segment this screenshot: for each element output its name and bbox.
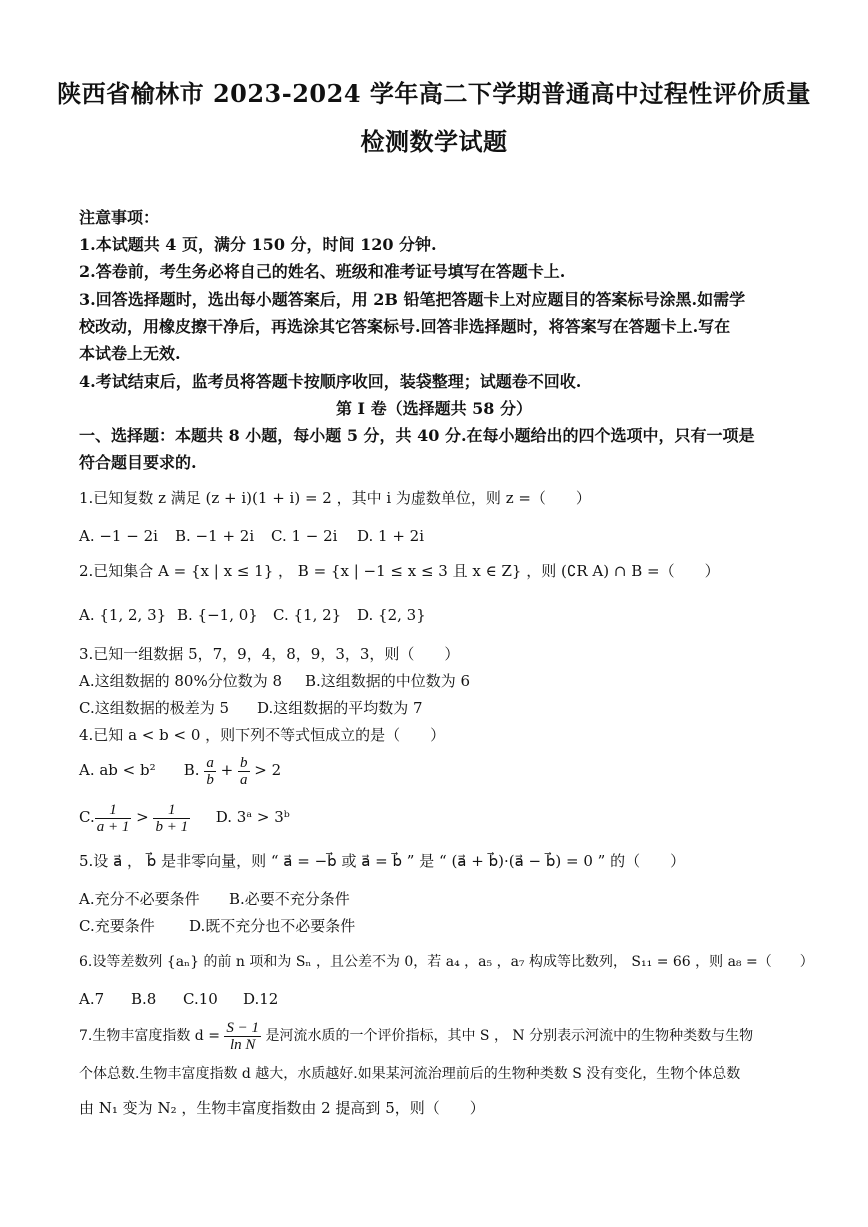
question-3-options-row2 [79, 698, 423, 718]
option-b-suffix: > 2 [254, 761, 282, 779]
option-b: B.必要不充分条件 [229, 890, 350, 908]
denominator: ln N [230, 1036, 256, 1053]
option-c-prefix: C. [79, 808, 95, 826]
question-2-stem: 2.已知集合 A = {x | x ≤ 1} ， B = {x | −1 ≤ x ≤ 3 且 x ∈ Z} ，则 (∁R A) ∩ B =（ ） [79, 562, 720, 580]
option-b: B. {−1, 0} [177, 606, 258, 624]
plus-sign: + [220, 761, 234, 779]
denominator: b [206, 771, 214, 788]
option-b: B.这组数据的中位数为 6 [305, 672, 471, 690]
question-4-options-row1 [79, 752, 281, 788]
notice-heading: 注意事项： [79, 208, 160, 227]
question-4-stem: 4.已知 a < b < 0 ，则下列不等式恒成立的是（ ） [79, 726, 446, 744]
question-7-line3: 由 N₁ 变为 N₂ ，生物丰富度指数由 2 提高到 5，则（ ） [79, 1099, 485, 1117]
option-b-prefix: B. [183, 761, 200, 779]
question-7-line2: 个体总数.生物丰富度指数 d 越大，水质越好.如果某河流治理前后的生物种类数 S 没有变化，生物个体总数 [79, 1066, 741, 1082]
notice-item-2: 2.答卷前，考生务必将自己的姓名、班级和准考证号填写在答题卡上. [79, 262, 566, 281]
option-d: D. 1 + 2i [357, 527, 425, 545]
notice-item-3-cont: 校改动，用橡皮擦干净后，再选涂其它答案标号.回答非选择题时，将答案写在答题卡上.写在 [79, 317, 731, 336]
option-a: A. ab < b² [79, 761, 156, 779]
question-3-stem: 3.已知一组数据 5，7，9，4，8，9，3，3，则（ ） [79, 645, 460, 663]
question-7-prefix: 7.生物丰富度指数 d = [79, 1028, 220, 1044]
question-7-suffix: 是河流水质的一个评价指标，其中 S ， N 分别表示河流中的生物种类数与生物 [265, 1028, 754, 1044]
fraction-1-over-a-plus-1 [95, 802, 132, 835]
question-5-options-row2 [79, 916, 355, 936]
denominator: a [240, 771, 248, 788]
question-1-options [79, 526, 424, 546]
notice-item-3: 3.回答选择题时，选出每小题答案后，用 2B 铅笔把答题卡上对应题目的答案标号涂黑.如需学 [79, 290, 746, 309]
fraction-s-minus-1-over-ln-n [224, 1020, 261, 1053]
section-heading: 一、选择题：本题共 8 小题，每小题 5 分，共 40 分.在每小题给出的四个选项中，只有一项是 [79, 426, 755, 445]
numerator: 1 [153, 802, 190, 819]
part-title: 第 I 卷（选择题共 58 分） [335, 399, 533, 418]
denominator: b + 1 [155, 818, 189, 835]
option-c: C. 1 − 2i [271, 527, 338, 545]
option-a: A.7 [79, 990, 105, 1008]
question-1-stem: 1.已知复数 z 满足 (z + i)(1 + i) = 2 ，其中 i 为虚数单位，则 z =（ ） [79, 489, 591, 507]
option-b [184, 752, 281, 788]
option-d: D.这组数据的平均数为 7 [257, 699, 423, 717]
option-c: C.10 [183, 990, 218, 1008]
exam-title-line2: 检测数学试题 [360, 127, 508, 156]
option-c: C. {1, 2} [273, 606, 342, 624]
option-d: D. {2, 3} [357, 606, 426, 624]
numerator: S − 1 [226, 1019, 260, 1036]
numerator: 1 [95, 802, 132, 819]
option-c: C.这组数据的极差为 5 [79, 699, 230, 717]
numerator: a [206, 754, 214, 771]
question-5-options-row1 [79, 889, 350, 909]
question-6-options [79, 989, 278, 1009]
option-c: C.充要条件 [79, 917, 155, 935]
denominator: a + 1 [96, 818, 130, 835]
fraction-a-over-b [204, 755, 216, 788]
question-4-options-row2 [79, 799, 290, 835]
option-c [79, 799, 211, 835]
fraction-b-over-a [238, 755, 250, 788]
option-d: D.既不充分也不必要条件 [189, 917, 356, 935]
section-heading-cont: 符合题目要求的. [79, 453, 197, 472]
notice-item-3-end: 本试卷上无效. [79, 344, 181, 363]
option-a: A.这组数据的 80%分位数为 8 [79, 672, 283, 690]
option-b: B.8 [131, 990, 157, 1008]
option-a: A.充分不必要条件 [79, 890, 200, 908]
question-6-stem: 6.设等差数列 {aₙ} 的前 n 项和为 Sₙ ，且公差不为 0，若 a₄ ，a₅ ，a₇ 构成等比数列， S₁₁ = 66 ，则 a₈ =（ ） [79, 954, 814, 970]
notice-item-1: 1.本试题共 4 页，满分 150 分，时间 120 分钟. [79, 235, 437, 254]
question-2-options [79, 605, 426, 625]
fraction-1-over-b-plus-1 [153, 802, 190, 835]
question-3-options-row1 [79, 671, 470, 691]
option-d: D. 3ᵃ > 3ᵇ [215, 808, 290, 826]
greater-than-sign: > [136, 808, 149, 826]
notice-item-4: 4.考试结束后，监考员将答题卡按顺序收回，装袋整理；试题卷不回收. [79, 372, 582, 391]
option-a: A. {1, 2, 3} [79, 606, 167, 624]
option-a: A. −1 − 2i [79, 527, 158, 545]
question-5-stem: 5.设 a⃗ ， b⃗ 是非零向量，则 “ a⃗ = −b⃗ 或 a⃗ = b⃗ ” 是 “ (a⃗ + b⃗)·(a⃗ − b⃗) = 0 ” 的（ ） [79, 852, 686, 870]
exam-title-line1: 陕西省榆林市 2023-2024 学年高二下学期普通高中过程性评价质量 [57, 79, 811, 108]
numerator: b [240, 754, 248, 771]
question-7-stem [79, 1018, 753, 1054]
option-b: B. −1 + 2i [175, 527, 255, 545]
option-d: D.12 [243, 990, 279, 1008]
